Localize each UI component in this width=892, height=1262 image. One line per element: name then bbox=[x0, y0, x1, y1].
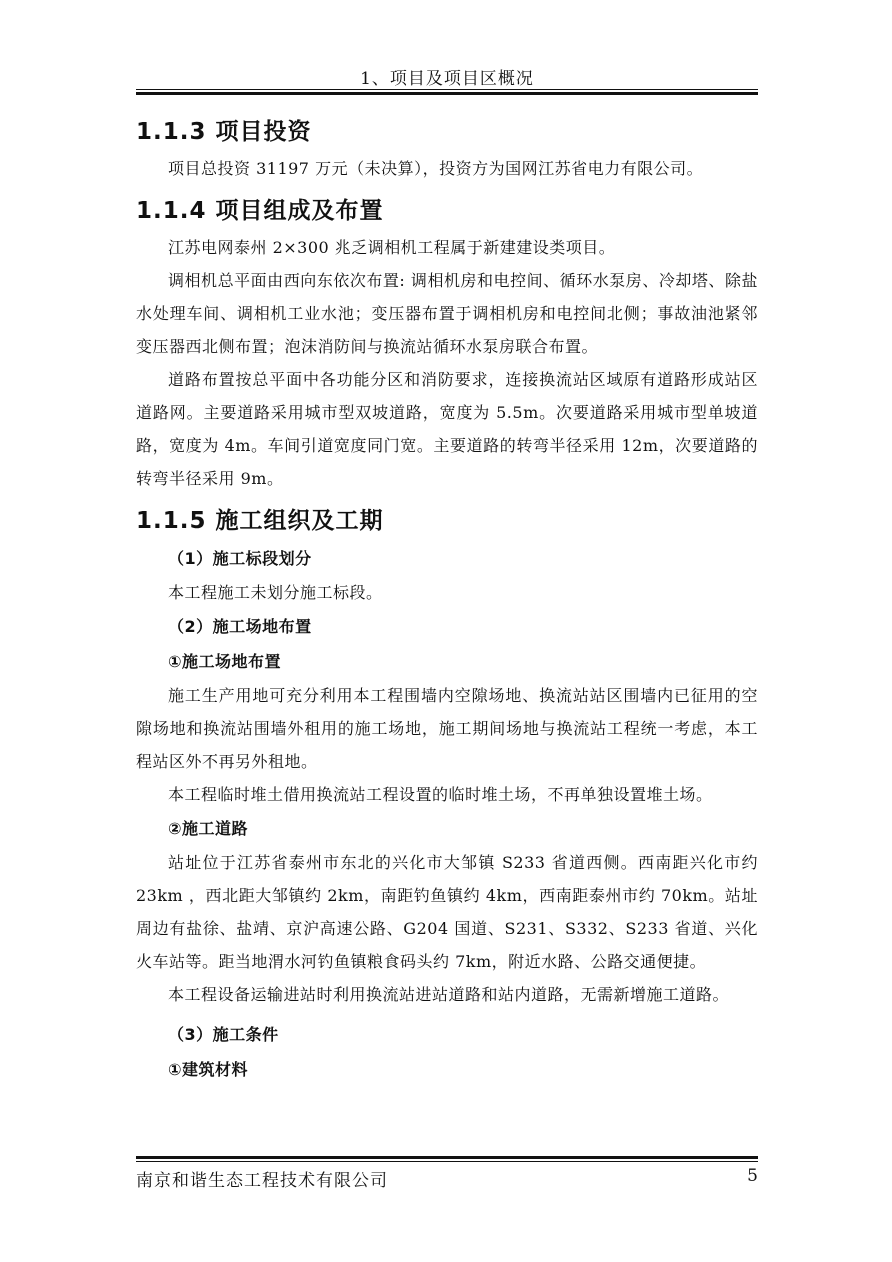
paragraph-site-location: 站址位于江苏省泰州市东北的兴化市大邹镇 S233 省道西侧。西南距兴化市约 23km ，西北距大邹镇约 2km，南距钓鱼镇约 4km，西南距泰州市约 70km。站址周边有盐徐、盐靖、京沪高速公路、G204 国道、S231、S332、S233 省道、兴化火车站等。距当地渭水河钓鱼镇粮食码头约 7km，附近水路、公路交通便捷。 bbox=[136, 853, 758, 971]
section-heading-1-1-3: 1.1.3 项目投资 bbox=[136, 119, 312, 145]
footer-page-number: 5 bbox=[747, 1166, 758, 1186]
subheading-construction-conditions: （3）施工条件 bbox=[168, 1025, 279, 1044]
header-rule-thin bbox=[136, 89, 758, 90]
paragraph-project-type: 江苏电网泰州 2×300 兆乏调相机工程属于新建建设类项目。 bbox=[168, 238, 616, 257]
section-heading-1-1-4: 1.1.4 项目组成及布置 bbox=[136, 198, 384, 224]
paragraph-layout: 调相机总平面由西向东依次布置: 调相机房和电控间、循环水泵房、冷却塔、除盐水处理车间、调相机工业水池；变压器布置于调相机房和电控间北侧；事故油池紧邻变压器西北侧布置；泡沫消防间与换流站循环水泵房联合布置。 bbox=[136, 271, 758, 356]
section-heading-1-1-5: 1.1.5 施工组织及工期 bbox=[136, 508, 384, 534]
paragraph-investment: 项目总投资 31197 万元（未决算），投资方为国网江苏省电力有限公司。 bbox=[168, 159, 704, 178]
page-body bbox=[136, 112, 758, 1087]
subheading-site-layout: （2）施工场地布置 bbox=[168, 617, 312, 636]
subheading-building-materials: ①建筑材料 bbox=[168, 1060, 249, 1079]
subheading-site-layout-detail: ①施工场地布置 bbox=[168, 652, 282, 671]
subheading-construction-roads: ②施工道路 bbox=[168, 819, 249, 838]
footer-company-name: 南京和谐生态工程技术有限公司 bbox=[136, 1171, 388, 1191]
paragraph-transport: 本工程设备运输进站时利用换流站进站道路和站内道路，无需新增施工道路。 bbox=[168, 985, 730, 1004]
paragraph-spoil-yard: 本工程临时堆土借用换流站工程设置的临时堆土场，不再单独设置堆土场。 bbox=[168, 785, 713, 804]
paragraph-site-land: 施工生产用地可充分利用本工程围墙内空隙场地、换流站站区围墙内已征用的空隙场地和换流站围墙外租用的施工场地，施工期间场地与换流站工程统一考虑，本工程站区外不再另外租地。 bbox=[136, 686, 758, 771]
footer-rule-thin bbox=[136, 1161, 758, 1162]
running-header: 1、项目及项目区概况 bbox=[360, 69, 534, 89]
subheading-bid-sections: （1）施工标段划分 bbox=[168, 549, 312, 568]
header-rule-thick bbox=[136, 92, 758, 95]
paragraph-bid-sections: 本工程施工未划分施工标段。 bbox=[168, 583, 383, 602]
paragraph-roads: 道路布置按总平面中各功能分区和消防要求，连接换流站区域原有道路形成站区道路网。主要道路采用城市型双坡道路，宽度为 5.5m。次要道路采用城市型单坡道路，宽度为 4m。车间引道宽度同门宽。主要道路的转弯半径采用 12m，次要道路的转弯半径采用 9m。 bbox=[136, 370, 758, 488]
footer-rule-thick bbox=[136, 1156, 758, 1159]
